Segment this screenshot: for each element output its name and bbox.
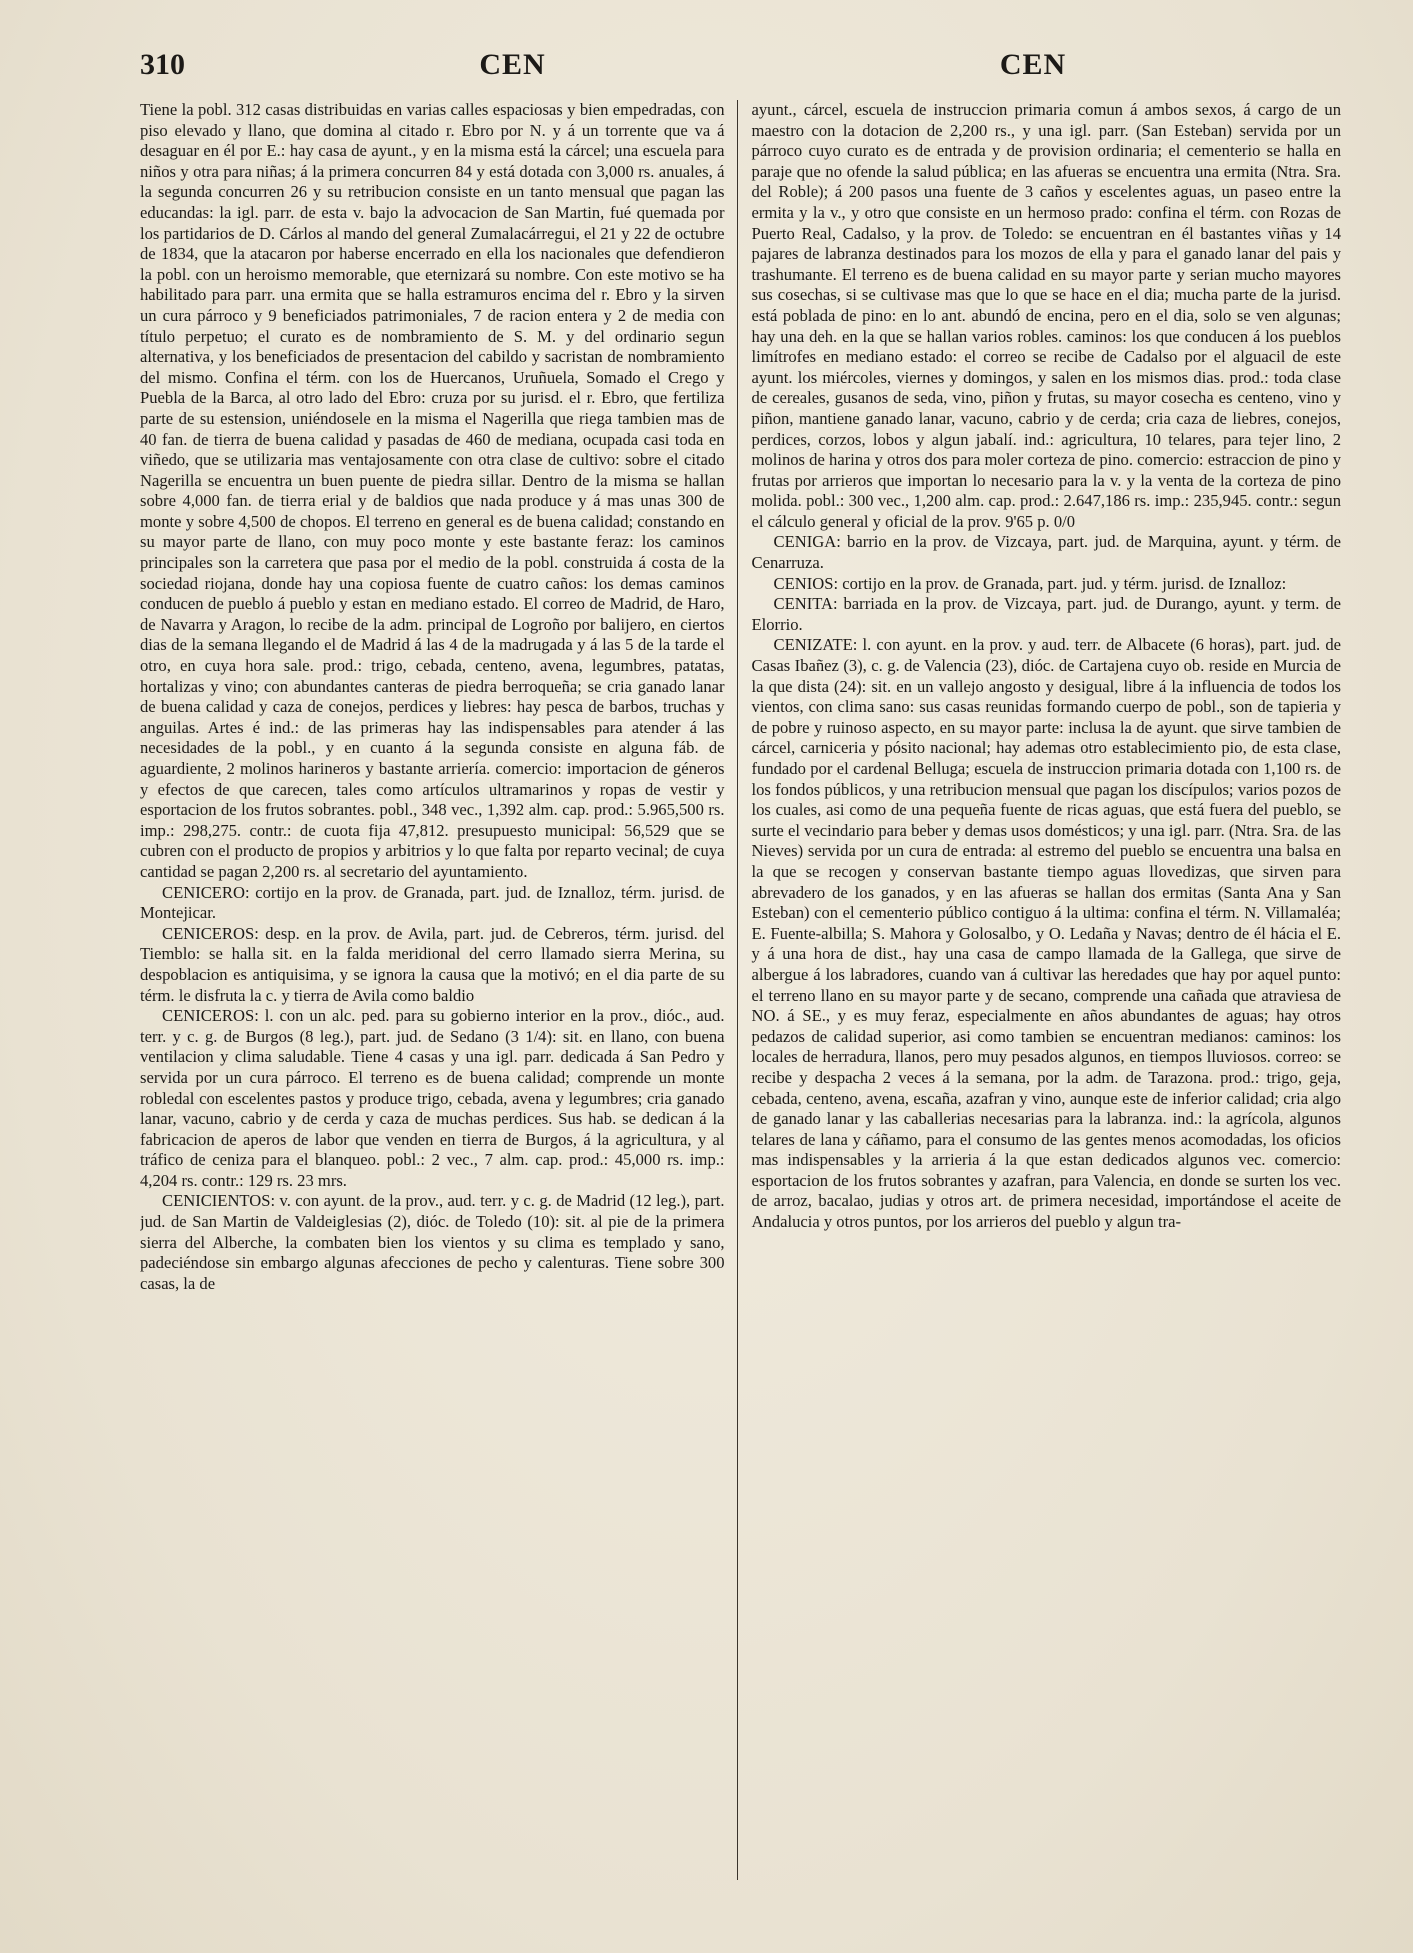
left-column [140, 100, 737, 1880]
entry-cenicientos-continuation: ayunt., cárcel, escuela de instruccion primaria comun á ambos sexos, á cargo de un maestro con la dotacion de 2,200 rs., y una igl. parr. (San Esteban) servida por un párroco cuyo curato es de entrada y de provision ordinaria; el cementerio se halla en paraje que no ofende la salud pública; en las afueras se encuentra una ermita (Ntra. Sra. del Roble); á 200 pasos una fuente de 3 caños y escelentes aguas, un paseo entre la ermita y la v., y otro que consiste en un hermoso prado: confina el térm. con Rozas de Puerto Real, Cadalso, y la prov. de Toledo: se encuentran en él bastantes viñas y 14 pajares de labranza destinados para los mozos de ella y para el ganado lanar del pais y trashumante. El terreno es de buena calidad en su mayor parte y serian mucho mayores sus cosechas, si se cultivase mas que lo que se hace en el dia; mucha parte de la jurisd. está poblada de pino: en lo ant. abundó de encina, pero en el dia, solo se ven algunas; hay una deh. en la que se hallan varios robles. caminos: los que conducen á los pueblos limítrofes en mediano estado: el correo se recibe de Cadalso por el alguacil de este ayunt. los miércoles, viernes y domingos, y salen en los mismos dias. prod.: toda clase de cereales, gusanos de seda, vino, piñon y frutas, su mayor cosecha es centeno, vino y piñon, mantiene ganado lanar, vacuno, cabrio y de cerda; cria caza de liebres, conejos, perdices, corzos, lobos y algun jabalí. ind.: agricultura, 10 telares, para tejer lino, 2 molinos de harina y otros dos para moler corteza de pino. comercio: estraccion de pino y frutas por arrieros que importan lo necesario para la v. y la venta de la corteza de pino molida. pobl.: 300 vec., 1,200 alm. cap. prod.: 2.647,186 rs. imp.: 235,945. contr.: segun el cálculo general y oficial de la prov. 9'65 p. 0/0 [751, 100, 1341, 531]
entry-ceniga: CENIGA: barrio en la prov. de Vizcaya, part. jud. de Marquina, ayunt. y térm. de Cenarruza. [751, 532, 1341, 573]
entry-cenizate: CENIZATE: l. con ayunt. en la prov. y aud. terr. de Albacete (6 horas), part. jud. de Casas Ibañez (3), c. g. de Valencia (23), dióc. de Cartajena cuyo ob. reside en Murcia de la que dista (24): sit. en un vallejo angosto y desigual, libre á la influencia de todos los vientos, con clima sano: sus casas reunidas formando cuerpo de pobl., son de tapieria y de pobre y ruinoso aspecto, en su mayor parte: inclusa la de ayunt. que sirve tambien de cárcel, carniceria y pósito nacional; hay ademas otro establecimiento pio, de esta clase, fundado por el cardenal Belluga; escuela de instruccion primaria dotada con 1,100 rs. de los fondos públicos, y una retribucion mensual que pagan los discípulos; varios pozos de los cuales, asi como de una pequeña fuente de ricas aguas, que está fuera del pueblo, se surte el vecindario para beber y demas usos domésticos; y una igl. parr. (Ntra. Sra. de las Nieves) servida por un cura de entrada: al estremo del pueblo se encuentra una balsa en la que se recogen y conservan bastante tiempo aguas llovedizas, que sirven para abrevadero de los ganados, y en las afueras se hallan dos ermitas (Santa Ana y San Esteban) con el cementerio público contiguo á la ultima: confina el térm. N. Villamaléa; E. Fuente-albilla; S. Mahora y Golosalbo, y O. Ledaña y Navas; dentro de él hácia el E. y á una hora de dist., hay una casa de campo llamada de la Gallega, que sirve de albergue á los labradores, cuando van á cultivar las heredades que hay por aquel punto: el terreno llano en su mayor parte y de secano, comprende una cañada que atraviesa de NO. á SE., y es muy feraz, especialmente en años abundantes de aguas; hay otros pedazos de calidad superior, asi como tambien se encuentran medianos: caminos: los locales de herradura, llanos, pero muy pesados algunos, en tiempos lluviosos. correo: se recibe y despacha 2 veces á la semana, por la adm. de Tarazona. prod.: trigo, geja, cebada, centeno, avena, escaña, azafran y vino, aunque este de inferior calidad; cria algo de ganado lanar y las caballerias necesarias para la labranza. ind.: la agrícola, algunos telares de lana y cáñamo, para el consumo de las gentes menos acomodadas, los oficios mas indispensables y la arrieria á la que estan dedicados algunos vec. comercio: esportacion de los frutos sobrantes y azafran, para Valencia, en donde se surten los vec. de arroz, bacalao, judias y otros art. de primera necesidad, importándose el aceite de Andalucia y otros puntos, por los arrieros del pueblo y algun tra- [751, 635, 1341, 1232]
entry-cenios: CENIOS: cortijo en la prov. de Granada, part. jud. y térm. jurisd. de Iznalloz: [773, 573, 1287, 593]
running-head [140, 48, 1341, 100]
entry-ceniceros-desp: CENICEROS: desp. en la prov. de Avila, part. jud. de Cebreros, térm. jurisd. del Tiemblo: se halla sit. en la falda meridional del cerro llamado sierra Merina, su despoblacion es antiquisima, y se ignora la causa que la motivó; en el dia parte de su térm. le disfruta la c. y tierra de Avila como baldio [140, 923, 725, 1005]
entry-continuation: Tiene la pobl. 312 casas distribuidas en varias calles espaciosas y bien empedradas, con piso elevado y llano, que domina al citado r. Ebro por N. y á un torrente que va á desaguar en él por E.: hay casa de ayunt., y en la misma está la cárcel; una escuela para niños y otra para niñas; á la primera concurren 84 y está dotada con 3,000 rs. anuales, á la segunda concurren 26 y su retribucion consiste en un tanto mensual que pagan las educandas: la igl. parr. de esta v. bajo la advocacion de San Martin, fué quemada por los partidarios de D. Cárlos al mando del general Zumalacárregui, el 21 y 22 de octubre de 1834, que la atacaron por haberse encerrado en ella los nacionales que defendieron la pobl. con un heroismo memorable, que eternizará su nombre. Con este motivo se ha habilitado para parr. una ermita que se halla estramuros encima del r. Ebro y la sirven un cura párroco y 9 beneficiados patrimoniales, 7 de racion entera y 2 de media con título perpetuo; el curato es de nombramiento de S. M. y del ordinario segun alternativa, y los beneficiados de presentacion del cabildo y sacristan de nombramiento del mismo. Confina el térm. con los de Huercanos, Uruñuela, Somado el Crego y Puebla de la Barca, al otro lado del Ebro: cruza por su jurisd. el r. Ebro, que fertiliza parte de su estension, uniéndosele en la misma el Nagerilla que riega tambien mas de 40 fan. de tierra de buena calidad y pasadas de 460 de mediana, ocupada casi toda en viñedo, que se utilizaria mas ventajosamente con otra clase de cultivo: sobre el citado Nagerilla se encuentra un buen puente de piedra sillar. Dentro de la misma se hallan sobre 4,000 fan. de tierra erial y de baldios que nada produce y á mas unas 300 de monte y sobre 4,500 de chopos. El terreno en general es de buena calidad; constando en su mayor parte de llano, con muy poco monte y este bastante feraz: los caminos principales son la carretera que pasa por el medio de la pobl. construida á costa de la sociedad riojana, donde hay una copiosa fuente de cuatro caños: los demas caminos conducen de pueblo á pueblo y estan en mediano estado. El correo de Madrid, de Haro, de Navarra y Aragon, lo recibe de la adm. principal de Logroño por balijero, en ciertos dias de la semana llegando el de Madrid á las 4 de la madrugada y á las 5 de la tarde el otro, en cuya hora sale. prod.: trigo, cebada, centeno, avena, legumbres, patatas, hortalizas y vino; con abundantes canteras de piedra berroqueña; se cria ganado lanar de buena calidad y caza de conejos, perdices y liebres: hay pesca de barbos, truchas y anguilas. Artes é ind.: de las primeras hay las indispensables para atender á las necesidades de la pobl., y en cuanto á la segunda consiste en alguna fáb. de aguardiente, 2 molinos harineros y bastante arriería. comercio: importacion de géneros y efectos de que carecen, tales como artículos ultramarinos y ropas de vestir y esportacion de los frutos sobrantes. pobl., 348 vec., 1,392 alm. cap. prod.: 5.965,500 rs. imp.: 298,275. contr.: de cuota fija 47,812. presupuesto municipal: 56,529 que se cubren con el producto de propios y arbitrios y lo que falta por reparto vecinal; de cuya cantidad se pagan 2,200 rs. al secretario del ayuntamiento. [140, 100, 725, 881]
entry-cenicientos: CENICIENTOS: v. con ayunt. de la prov., aud. terr. y c. g. de Madrid (12 leg.), part. jud. de San Martin de Valdeiglesias (2), dióc. de Toledo (10): sit. al pie de la primera sierra del Alberche, la combaten bien los vientos y su clima es templado y sano, padeciéndose sin embargo algunas afecciones de pecho y calenturas. Tiene sobre 300 casas, la de [140, 1191, 725, 1293]
entry-cenita: CENITA: barriada en la prov. de Vizcaya, part. jud. de Durango, ayunt. y term. de Elorrio. [751, 594, 1341, 634]
text-columns [140, 100, 1341, 1880]
right-column [737, 100, 1341, 1880]
page-number: 310 [140, 48, 185, 81]
entry-ceniceros-lugar: CENICEROS: l. con un alc. ped. para su gobierno interior en la prov., dióc., aud. terr. y c. g. de Burgos (8 leg.), part. jud. de Sedano (3 1/4): sit. en llano, con buena ventilacion y clima saludable. Tiene 4 casas y una igl. parr. dedicada á San Pedro y servida por un cura párroco. El terreno es de buena calidad; comprende un monte robledal con escelentes pastos y produce trigo, cebada, avena y legumbres; cria ganado lanar, vacuno, cabrio y de cerda y caza de muchas perdices. Sus hab. se dedican á la fabricacion de aperos de labor que venden en tierra de Burgos, á la agricultura, y al tráfico de ceniza para el blanqueo. pobl.: 2 vec., 7 alm. cap. prod.: 45,000 rs. imp.: 4,204 rs. contr.: 129 rs. 23 mrs. [140, 1006, 725, 1190]
right-column-heading: CEN [999, 48, 1067, 81]
left-column-heading: CEN [479, 48, 546, 81]
entry-cenicero: CENICERO: cortijo en la prov. de Granada, part. jud. de Iznalloz, térm. jurisd. de Montejicar. [140, 882, 725, 923]
